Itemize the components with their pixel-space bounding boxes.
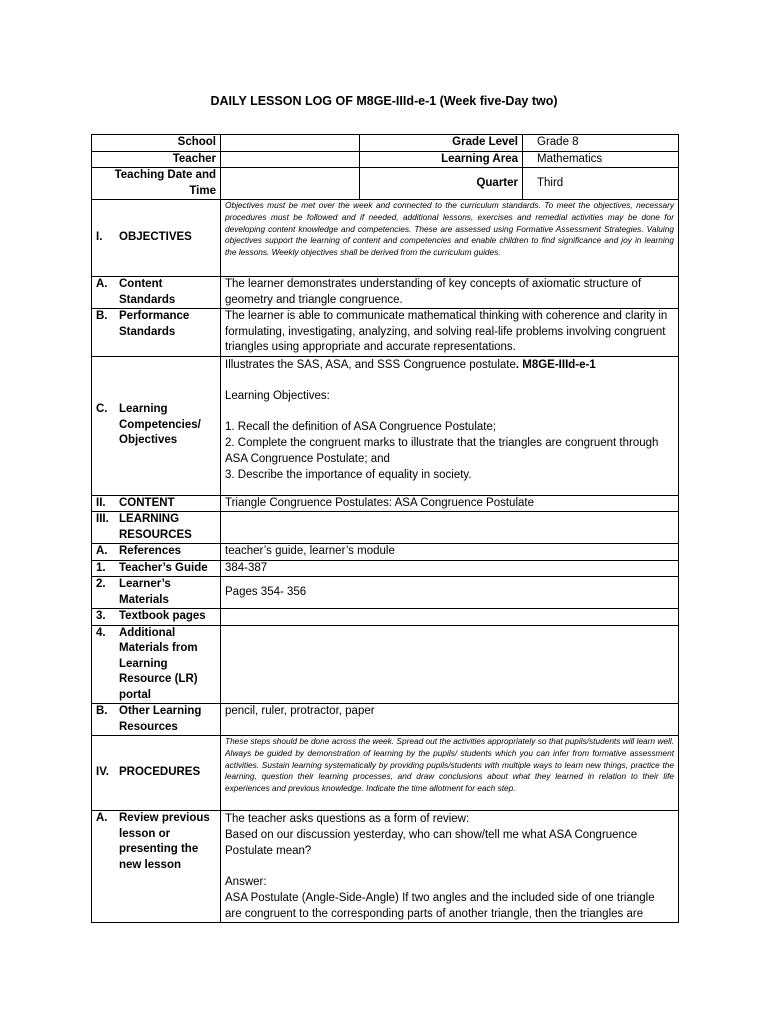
header-row-date [92,168,679,200]
competencies-label: C. Learning Competencies/ Objectives [92,356,221,495]
school-value [221,135,360,152]
review-row [92,811,679,923]
learners-materials-label: 2. Learner’s Materials [92,577,221,609]
other-resources-label: B. Other Learning Resources [92,704,221,736]
quarter-label: Quarter [360,168,523,200]
competencies-row [92,356,679,495]
references-text: teacher’s guide, learner’s module [221,544,679,561]
grade-level-value: Grade 8 [523,135,679,152]
lesson-log-table [91,134,679,923]
content-row [92,495,679,512]
quarter-value: Third [523,168,679,200]
textbook-pages-text [221,609,679,626]
review-text [221,811,679,923]
performance-standards-row [92,309,679,357]
school-label: School [92,135,221,152]
procedures-label: IV. PROCEDURES [92,736,221,811]
content-label: II. CONTENT [92,495,221,512]
review-label: A. Review previous lesson or presenting the new lesson [92,811,221,923]
learners-materials-text: Pages 354- 356 [221,577,679,609]
objective-1: 1. Recall the definition of ASA Congruence Postulate; [225,420,497,433]
learning-resources-label: III. LEARNING RESOURCES [92,512,221,544]
review-answer: ASA Postulate (Angle-Side-Angle) If two angles and the included side of one triangle are congruent to the corresponding parts of another triangle, then the triangles are [225,892,655,920]
textbook-pages-row [92,609,679,626]
references-label: A. References [92,544,221,561]
grade-level-label: Grade Level [360,135,523,152]
teachers-guide-row [92,560,679,577]
review-question: Based on our discussion yesterday, who can show/tell me what ASA Congruence Postulate mean? [225,829,638,857]
learning-area-value: Mathematics [523,151,679,168]
teacher-label: Teacher [92,151,221,168]
header-row-school [92,135,679,152]
objectives-row [92,200,679,277]
teaching-date-value [221,168,360,200]
page-title: DAILY LESSON LOG OF M8GE-IIId-e-1 (Week five-Day two) [210,94,558,108]
review-intro: The teacher asks questions as a form of review: [225,813,470,825]
additional-materials-text [221,625,679,704]
learners-materials-row [92,577,679,609]
textbook-pages-label: 3. Textbook pages [92,609,221,626]
header-row-teacher [92,151,679,168]
teaching-date-label: Teaching Date and Time [92,168,221,200]
performance-standards-label: B. Performance Standards [92,309,221,357]
procedures-row [92,736,679,811]
other-resources-row [92,704,679,736]
content-standards-row [92,277,679,309]
teacher-value [221,151,360,168]
objectives-label: I. OBJECTIVES [92,200,221,277]
content-standards-text: The learner demonstrates understanding of key concepts of axiomatic structure of geometry and triangle congruence. [221,277,679,309]
additional-materials-label: 4. Additional Materials from Learning Resource (LR) portal [92,625,221,704]
procedures-note: These steps should be done across the week. Spread out the activities appropriately so that pupils/students will learn well. Always be guided by demonstration of learning by the pupils/ students which you can infer from formative assessment activities. Sustain learning systematically by providing pupils/students with multiple ways to learn new things, practice the learning, question their learning processes, and draw conclusions about what they learned in relation to their life experiences and previous knowledge. Indicate the time allotment for each step. [221,736,679,811]
performance-standards-text: The learner is able to communicate mathematical thinking with coherence and clarity in formulating, investigating, analyzing, and solving real-life problems involving congruent triangles using appropriate and accurate representations. [221,309,679,357]
competencies-text [221,356,679,495]
content-standards-label: A. Content Standards [92,277,221,309]
learning-objectives-heading: Learning Objectives: [225,389,330,402]
references-row [92,544,679,561]
objectives-note: Objectives must be met over the week and connected to the curriculum standards. To meet the objectives, necessary procedures must be followed and if needed, additional lessons, exercises and remedial activities may be done for developing content knowledge and competencies. These are assessed using Formative Assessment Strategies. Valuing objectives support the learning of content and competencies and enable children to find significance and joy in learning the lessons. Weekly objectives shall be derived from the curriculum guides. [221,200,679,277]
competency-statement: Illustrates the SAS, ASA, and SSS Congruence postulate [225,358,516,371]
objective-2: 2. Complete the congruent marks to illustrate that the triangles are congruent through ASA Congruence Postulate; and [225,436,659,465]
review-answer-label: Answer: [225,876,267,888]
learning-resources-row [92,512,679,544]
learning-area-label: Learning Area [360,151,523,168]
competency-code: . M8GE-IIId-e-1 [515,358,596,371]
learning-resources-text [221,512,679,544]
objective-3: 3. Describe the importance of equality in society. [225,468,472,481]
teachers-guide-text: 384-387 [221,560,679,577]
other-resources-text: pencil, ruler, protractor, paper [221,704,679,736]
content-text: Triangle Congruence Postulates: ASA Congruence Postulate [221,495,679,512]
additional-materials-row [92,625,679,704]
teachers-guide-label: 1. Teacher’s Guide [92,560,221,577]
